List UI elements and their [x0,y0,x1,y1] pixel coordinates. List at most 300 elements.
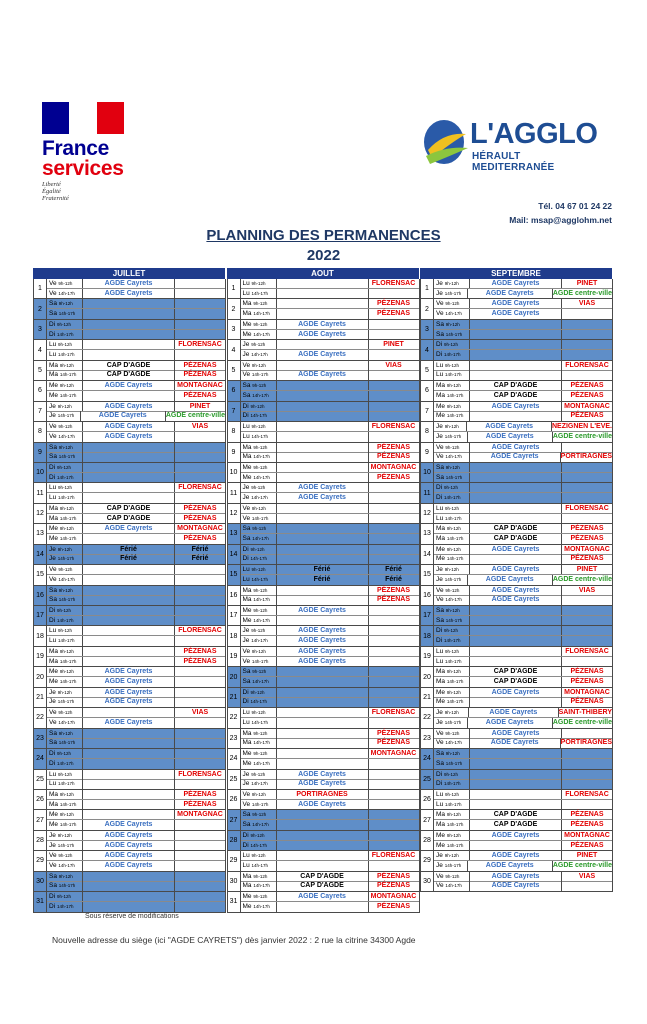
permanence-cell-main [83,299,175,308]
permanence-cell-town: PÉZENAS [183,790,217,798]
permanence-cell-main [277,677,369,687]
time-slot [434,770,612,780]
slot-hours: 14h-17h [446,556,464,562]
slot-day-label [241,718,277,728]
day-number: 7 [34,402,47,421]
permanence-cell-town [369,534,419,544]
day-number: 19 [421,647,434,666]
permanence-cell-town [175,279,225,288]
day-number: 10 [228,463,241,482]
slot-hours: 14h-17h [58,576,75,582]
weekday-abbr: Me [436,412,446,420]
slot-day-label [241,729,277,738]
weekday-abbr: Ve [436,739,444,747]
slot-hours: 9h-12h [252,383,267,389]
permanence-cell-main [277,831,369,840]
time-slot [47,575,225,585]
permanence-cell-town [562,779,612,789]
permanence-cell-main: CAP D'AGDE [277,872,369,881]
day-row [420,851,613,871]
time-slot [434,432,612,442]
permanence-cell-main [83,779,175,789]
permanence-cell-main: AGDE Cayrets [468,575,553,585]
permanence-cell-main [277,749,369,758]
slot-hours: 14h-17h [251,576,269,582]
weekday-abbr: Sa [49,586,57,594]
slot-day-label [47,861,83,871]
permanence-cell-town: AGDE centre-ville [552,575,612,583]
weekday-abbr: Ma [436,811,446,819]
time-slot [241,626,419,636]
weekday-abbr: Lu [436,800,444,808]
slot-hours: 14h-17h [250,842,267,848]
permanence-cell-town [369,616,419,626]
time-slot [241,402,419,412]
permanence-cell-town [369,330,419,340]
day-number: 3 [228,320,241,339]
slot-day-label [434,493,470,503]
time-slot [241,575,419,585]
time-slot [434,493,612,503]
day-row [227,279,420,299]
slot-hours: 9h-12h [58,730,73,736]
time-slot [241,861,419,871]
day-row [420,667,613,687]
slot-hours: 14h-17h [445,883,462,889]
logo-services: services [42,157,124,180]
day-row [420,565,613,585]
weekday-abbr: Me [242,902,252,910]
slot-day-label [241,688,277,697]
permanence-cell-main: AGDE Cayrets [83,279,175,288]
permanence-cell-town [369,411,419,421]
weekday-abbr: Lu [242,289,250,297]
permanence-cell-town [175,718,225,728]
weekday-abbr: Me [436,402,446,410]
permanence-cell-town: FLORENSAC [178,770,222,778]
weekday-abbr: Lu [242,423,250,431]
permanence-cell-town [175,320,225,329]
slot-hours: 9h-12h [253,730,268,736]
time-slot [241,820,419,830]
permanence-cell-main [83,892,175,901]
slot-day-label [47,810,83,819]
time-slot [241,636,419,646]
permanence-cell-main [83,575,175,585]
slot-hours: 9h-12h [446,812,461,818]
slot-hours: 14h-17h [444,719,462,725]
slot-day-label [241,902,277,912]
slot-hours: 14h-17h [251,433,269,439]
permanence-cell-town: PÉZENAS [183,647,217,655]
time-slot [47,902,225,912]
slot-day-label [434,463,470,472]
day-number: 20 [34,667,47,686]
slot-hours: 9h-12h [253,751,268,757]
permanence-cell-town: MONTAGNAC [177,525,223,533]
permanence-cell-main: AGDE Cayrets [277,636,369,646]
slot-hours: 14h-17h [444,576,462,582]
day-row [420,443,613,463]
slot-day-label [241,452,277,462]
permanence-cell-town: PÉZENAS [570,811,604,819]
permanence-cell-town [175,820,225,830]
time-slot [241,443,419,453]
france-services-logo [42,102,142,202]
contact-mail[interactable]: Mail: msap@agglohm.net [509,215,612,225]
slot-day-label [47,902,83,912]
slot-day-label [47,443,83,452]
slot-day-label [434,616,470,626]
planning-table [33,268,613,913]
day-number: 10 [421,463,434,482]
slot-hours: 9h-12h [251,281,266,286]
weekday-abbr: Ma [436,382,446,390]
permanence-cell-town [369,820,419,830]
slot-hours: 14h-17h [445,515,462,521]
slot-day-label [241,697,277,707]
time-slot [241,779,419,789]
slot-day-label [47,606,83,615]
time-slot [241,892,419,902]
permanence-cell-main [277,443,369,452]
permanence-cell-main [277,361,369,370]
weekday-abbr: Lu [436,514,444,522]
slot-day-label [47,350,83,360]
permanence-cell-town: Férié [385,566,402,574]
slot-hours: 9h-12h [58,710,73,716]
marianne-flag-icon [42,102,124,134]
slot-hours: 14h-17h [445,454,462,460]
time-slot [434,872,612,882]
slot-hours: 14h-17h [444,433,462,439]
permanence-cell-town [369,831,419,840]
permanence-cell-town [369,790,419,799]
permanence-cell-town [175,759,225,769]
time-slot [434,831,612,841]
permanence-cell-town: MONTAGNAC [564,402,610,410]
weekday-abbr: Di [242,545,249,553]
slot-day-label [47,554,83,564]
permanence-cell-main: AGDE Cayrets [470,688,562,697]
permanence-cell-main [470,350,562,360]
time-slot [434,350,612,360]
slot-hours: 14h-17h [251,495,268,501]
permanence-cell-main [277,810,369,819]
permanence-cell-town [562,626,612,635]
time-slot [47,738,225,748]
slot-day-label [241,616,277,626]
permanence-cell-town: PINET [383,341,404,349]
permanence-cell-town: MONTAGNAC [177,382,223,390]
day-row [420,545,613,565]
day-row [33,872,226,892]
slot-hours: 9h-12h [58,771,73,777]
permanence-cell-town: PÉZENAS [376,596,411,604]
permanence-cell-main [83,473,175,483]
day-number: 28 [228,831,241,850]
permanence-cell-main: CAP D'AGDE [470,381,562,390]
day-number: 27 [228,810,241,829]
permanence-cell-main: AGDE Cayrets [470,402,562,411]
time-slot [241,749,419,759]
permanence-cell-town: PÉZENAS [376,872,411,880]
day-number: 3 [421,320,434,339]
time-slot [241,493,419,503]
time-slot [47,586,225,596]
slot-day-label [241,749,277,758]
permanence-cell-town: PORTIRAGNES [560,453,612,461]
time-slot [47,391,225,401]
slot-hours: 14h-17h [252,822,269,828]
weekday-abbr: Ve [49,709,57,717]
time-slot [47,892,225,902]
permanence-cell-town [369,667,419,676]
day-row [227,340,420,360]
permanence-cell-main [277,432,369,442]
permanence-cell-main [470,647,562,656]
time-slot [434,636,612,646]
permanence-cell-main [277,289,369,299]
permanence-cell-main: CAP D'AGDE [470,667,562,676]
time-slot [434,688,612,698]
slot-hours: 9h-12h [58,587,73,593]
permanence-cell-main: AGDE Cayrets [277,350,369,360]
slot-hours: 14h-17h [58,740,76,746]
permanence-cell-main [277,841,369,851]
weekday-abbr: Ma [436,534,446,542]
permanence-cell-town [369,381,419,390]
permanence-cell-main: AGDE Cayrets [467,422,552,431]
slot-day-label [47,504,83,513]
permanence-cell-main: AGDE Cayrets [470,452,561,462]
permanence-cell-main: CAP D'AGDE [277,881,369,891]
day-number: 11 [421,483,434,502]
weekday-abbr: Di [49,893,56,901]
permanence-cell-main [470,759,562,769]
slot-hours: 9h-12h [253,444,268,450]
permanence-cell-town: FLORENSAC [371,280,416,287]
day-row [227,504,420,524]
weekday-abbr: Lu [49,341,57,349]
day-number: 30 [34,872,47,891]
time-slot [47,606,225,616]
permanence-cell-main [470,411,562,421]
weekday-abbr: Me [242,330,252,338]
weekday-abbr: Me [242,320,252,328]
slot-hours: 14h-17h [57,556,75,562]
slot-hours: 14h-17h [445,474,463,480]
time-slot [241,422,419,432]
slot-day-label [47,279,83,288]
permanence-cell-main: AGDE Cayrets [277,779,369,789]
weekday-abbr: Je [436,852,443,860]
slot-hours: 14h-17h [251,658,269,664]
time-slot [241,554,419,564]
slot-hours: 9h-12h [250,689,265,695]
weekday-abbr: Ve [49,423,57,431]
day-row [33,483,226,503]
permanence-cell-town [369,800,419,810]
permanence-cell-main [277,422,369,431]
day-row [33,545,226,565]
slot-day-label [241,443,277,452]
slot-day-label [47,299,83,308]
slot-hours: 9h-12h [446,383,461,389]
day-row [420,340,613,360]
permanence-cell-main [470,330,562,340]
permanence-cell-main: AGDE Cayrets [83,677,175,687]
slot-hours: 9h-12h [446,546,461,552]
permanence-cell-town [369,493,419,503]
slot-day-label [434,565,470,574]
permanence-cell-town: PORTIRAGNES [560,739,612,747]
weekday-abbr: Lu [49,770,57,778]
weekday-abbr: Sa [436,607,444,614]
slot-day-label [241,473,277,483]
slot-hours: 9h-12h [251,853,266,859]
day-number: 25 [34,770,47,789]
day-row [33,586,226,606]
permanence-cell-main: AGDE Cayrets [468,289,553,299]
slot-day-label [47,422,83,431]
permanence-cell-main: AGDE Cayrets [83,697,175,707]
time-slot [47,279,225,289]
page-year: 2022 [306,247,341,264]
permanence-cell-town [175,309,225,319]
permanence-cell-town: PÉZENAS [570,668,604,676]
slot-hours: 9h-12h [59,812,74,818]
day-row [33,708,226,728]
slot-day-label [434,340,470,349]
time-slot [434,677,612,687]
permanence-cell-town [175,493,225,503]
permanence-cell-town: VIAS [578,586,596,594]
permanence-cell-town [369,861,419,871]
slot-hours: 9h-12h [252,669,267,675]
slot-day-label [434,861,468,871]
slot-day-label [47,688,83,697]
permanence-cell-town [175,463,225,472]
permanence-cell-main [277,718,369,728]
day-number: 30 [421,872,434,891]
permanence-cell-main [277,463,369,472]
time-slot [47,616,225,626]
slot-day-label [434,831,470,840]
permanence-cell-main [83,452,175,462]
slot-day-label [47,575,83,585]
slot-hours: 14h-17h [56,331,74,337]
time-slot [434,820,612,830]
day-number: 9 [228,443,241,462]
slot-hours: 9h-12h [58,301,73,307]
slot-hours: 9h-12h [58,342,73,348]
weekday-abbr: Sa [49,300,57,308]
time-slot [241,881,419,891]
slot-hours: 9h-12h [445,505,460,511]
permanence-cell-main [83,309,175,319]
slot-hours: 9h-12h [253,464,268,470]
time-slot [434,616,612,626]
time-slot [434,554,612,564]
day-number: 19 [228,647,241,666]
permanence-cell-main [277,473,369,483]
time-slot [47,493,225,503]
slot-day-label [241,759,277,769]
agglo-logo [420,106,605,184]
permanence-cell-main: AGDE Cayrets [83,667,175,676]
permanence-cell-main [277,309,369,319]
slot-day-label [434,647,470,656]
weekday-abbr: Me [49,821,59,829]
day-row [227,688,420,708]
slot-day-label [241,370,277,380]
weekday-abbr: Lu [436,361,444,369]
day-row [420,790,613,810]
slot-hours: 9h-12h [59,648,74,654]
permanence-cell-town [175,595,225,605]
permanence-cell-main [277,504,369,513]
day-number: 4 [34,340,47,359]
weekday-abbr: Je [49,402,56,410]
slot-hours: 9h-12h [445,730,460,736]
slot-hours: 9h-12h [59,669,74,675]
slot-hours: 14h-17h [446,699,464,705]
weekday-abbr: Je [49,412,56,420]
day-row [227,545,420,565]
permanence-cell-town [175,616,225,626]
permanence-cell-town [175,841,225,851]
day-number: 15 [34,565,47,584]
slot-hours: 9h-12h [251,505,266,511]
slot-hours: 9h-12h [57,403,72,409]
slot-hours: 14h-17h [57,842,75,848]
permanence-cell-main [277,697,369,707]
permanence-cell-main: AGDE Cayrets [470,738,561,748]
slot-hours: 14h-17h [58,433,75,439]
slot-day-label [47,361,83,370]
weekday-abbr: Ma [242,443,252,451]
slot-hours: 9h-12h [445,873,460,879]
day-row [33,524,226,544]
permanence-cell-main [277,524,369,533]
weekday-abbr: Ma [49,361,59,369]
time-slot [47,504,225,514]
slot-day-label [434,309,470,319]
day-number: 6 [421,381,434,400]
day-row [227,892,420,912]
slot-day-label [434,738,470,748]
weekday-abbr: Je [436,423,443,431]
permanence-cell-main: AGDE Cayrets [277,320,369,329]
weekday-abbr: Je [242,780,250,788]
weekday-abbr: Ma [49,514,59,522]
weekday-abbr: Ma [242,300,252,308]
slot-hours: 9h-12h [444,710,459,716]
permanence-cell-main [470,790,562,799]
slot-day-label [47,729,83,738]
slot-hours: 9h-12h [445,751,460,757]
permanence-cell-town [369,688,419,697]
slot-day-label [241,657,277,667]
time-slot [47,697,225,707]
slot-day-label [241,289,277,299]
slot-day-label [241,330,277,340]
slot-hours: 9h-12h [251,362,266,368]
day-row [420,463,613,483]
slot-day-label [47,534,83,544]
permanence-cell-main [83,636,175,646]
